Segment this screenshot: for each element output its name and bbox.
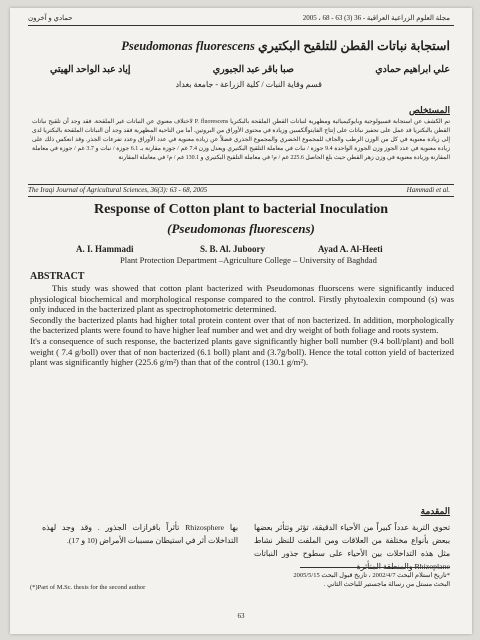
header-rule [28, 25, 454, 26]
footnote-thesis-ar: البحث مستل من رسالة ماجستير للباحث الثاني . [323, 581, 450, 588]
arabic-abstract-heading: المستخلص [408, 105, 450, 115]
arabic-author-2: صبا باقر عبد الجبوري [212, 65, 294, 75]
introduction-column-left: بها Rhizosphere تأثراً بافرازات الجذور . وقد وجد لهذه التداخلات أثر في استيطان مسببات الأمراض (10 و 17). [42, 523, 238, 545]
abstract-paragraph-2: Secondly the bacterized plants had higher total protein content over that of non bacterized. In addition, morphologically the bacterized plants were found to have higher leaf number and wet and dry weight of both foliage and roots system. [30, 314, 454, 336]
english-title: Response of Cotton plant to bacterial Inoculation [93, 202, 388, 217]
english-subtitle: (Pseudomonas fluorescens) [167, 221, 315, 236]
abstract-paragraph-1: This study was showed that cotton plant bacterized with Pseudomonas fluorscens were significantly induced physiological biochemical and morphological response compared to the control. Firstly phytoalexin compound (s) was only induced in the bacterized plant as spectrophotometric determined. [30, 283, 454, 315]
arabic-author-3: إياد عبد الواحد الهيتي [50, 65, 131, 75]
author-short-en: Hammadi et al. [406, 186, 450, 194]
english-author-3: Ayad A. Al-Heeti [318, 244, 383, 254]
english-author-2: S. B. Al. Juboory [200, 244, 266, 254]
section-rule-top [28, 184, 454, 185]
english-author-1: A. I. Hammadi [76, 244, 134, 254]
running-header-journal: مجلة العلوم الزراعية العراقية - 36 (3) 63 - 68 ، 2005 [302, 14, 450, 22]
arabic-title-latin: Pseudomonas fluorescens [121, 39, 255, 53]
journal-citation-line: The Iraqi Journal of Agricultural Sciences, 36(3): 63 - 68, 2005 [28, 186, 208, 194]
footnote-rule [300, 567, 450, 568]
arabic-abstract-body: تم الكشف عن استجابة فسيولوجية وبايوكيميائية ومظهرية لنباتات القطن الملقحة بالبكتريا P. fluorescens لاختلاف معنوي عن النباتات غير الملقحة. فقد وجد أن تلقيح نباتات القطن بالبكتريا قد عمل على تحفيز نباتات على إنتاج الفايتوألكسين وزيادة في محتوى الأوراق من البروتين. أما من الناحية المظهرية فقد وجد أن النباتات الملقحة بالبكتريا لدى إلى زيادة معنوية في كل من الوزن الرطب والجاف للمجموع الخضري والمجموع الجذري فضلاً عن زيادة معنوية في عدد الأوراق وعدد تفرعات الجذر. وقد انعكس ذلك على زيادة معنوية في عدد الجوز وزن الجوزة الواحدة 9.4 جوزة / نبات في معاملة التلقيح البكتيري ويعدل وزن 7.4 غم / جوزة مقارنة بـ 6.1 جوزة / نبات و 3.7 غم / جوزة في معاملة المقارنة وزيادة معنوية في وزن زهر القطن حيث بلغ الحاصل 225.6 غم / م² في معاملة التلقيح البكتيري و 130.1 غم / م² في معاملة المقارنة [32, 119, 450, 161]
introduction-heading: المقدمة [420, 506, 450, 516]
english-abstract-body [30, 283, 454, 368]
english-abstract-heading: ABSTRACT [30, 271, 85, 282]
abstract-paragraph-3: It's a consequence of such response, the bacterized plants gave significantly higher boll number (9.4 boll/plant) and boll weight ( 7.4 g/boll) over that of non bacterized (6.1 boll) plant and (3.7g/boll). Hence the total cotton yield of bacterized plant was significantly higher (225.6 g/m²) than that of the control (130.1 g/m²). [30, 335, 454, 368]
introduction-column-right: تحوي التربة عدداً كبيراً من الأحياء الدقيقة، تؤثر وتتأثر بعضها ببعض بأنواع مختلفة من العلاقات ومن الملفت للنظر نشاط مثل هذه التداخلات بين الأحياء على سطوح جذور النباتات [254, 523, 450, 558]
arabic-department: قسم وقاية النبات / كلية الزراعة - جامعة بغداد [175, 80, 322, 89]
english-affiliation: Plant Protection Department –Agriculture College – University of Baghdad [120, 255, 377, 265]
arabic-title [121, 38, 450, 54]
running-header-authors: حمادي و آخرون [28, 14, 73, 22]
page-number: 63 [237, 612, 245, 620]
journal-page [10, 8, 472, 634]
arabic-title-text: استجابة نباتات القطن للتلقيح البكتيري [258, 39, 450, 53]
footnote-thesis-en: (*)Part of M.Sc. thesis for the second author [30, 584, 146, 591]
arabic-author-1: علي ابراهيم حمادي [375, 65, 450, 75]
footnote-received: *تاريخ استلام البحث 2002/4/7 ، تاريخ قبول البحث 2005/5/15 [293, 572, 450, 579]
section-rule-bottom [28, 196, 454, 197]
